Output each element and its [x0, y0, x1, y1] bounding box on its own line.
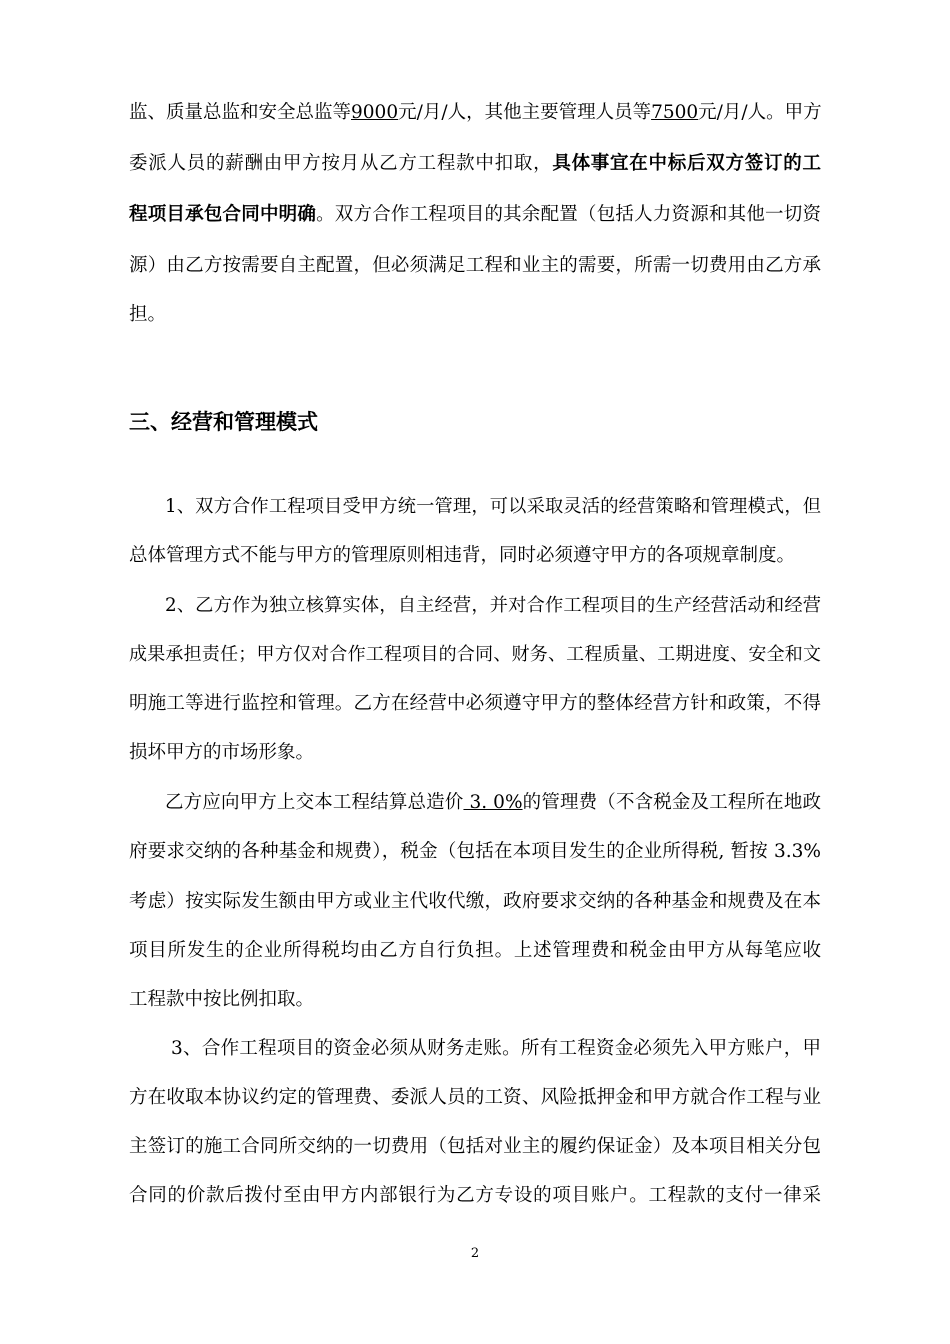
- text-line: 担。: [129, 304, 167, 325]
- text-line: 主签订的施工合同所交纳的一切费用（包括对业主的履约保证金）及本项目相关分包: [129, 1136, 821, 1157]
- text-line: 1、双方合作工程项目受甲方统一管理，可以采取灵活的经营策略和管理模式，但: [165, 496, 821, 517]
- text-line: 项目所发生的企业所得税均由乙方自行负担。上述管理费和税金由甲方从每笔应收: [129, 940, 821, 961]
- text-line: 方在收取本协议约定的管理费、委派人员的工资、风险抵押金和甲方就合作工程与业: [129, 1087, 821, 1108]
- underlined-amount: 7500: [651, 102, 699, 123]
- underlined-rate: 3. 0%: [463, 792, 523, 813]
- text-line: 3、合作工程项目的资金必须从财务走账。所有工程资金必须先入甲方账户，甲: [171, 1038, 821, 1059]
- text-line: 损坏甲方的市场形象。: [129, 742, 315, 763]
- page-number: 2: [470, 1246, 480, 1261]
- bold-text: 程项目承包合同中明确: [129, 204, 317, 225]
- text-line: 考虑）按实际发生额由甲方或业主代收代缴，政府要求交纳的各种基金和规费及在本: [129, 891, 821, 912]
- text-line: 府要求交纳的各种基金和规费），税金（包括在本项目发生的企业所得税, 暂按 3.3%: [129, 841, 821, 862]
- text-line: 程项目承包合同中明确。双方合作工程项目的其余配置（包括人力资源和其他一切资: [129, 204, 821, 225]
- text-line: 委派人员的薪酬由甲方按月从乙方工程款中扣取，具体事宜在中标后双方签订的工: [129, 153, 821, 174]
- underlined-amount: 9000: [351, 102, 399, 123]
- text-line: 工程款中按比例扣取。: [129, 989, 315, 1010]
- text-line: 监、质量总监和安全总监等9000元/月/人，其他主要管理人员等7500元/月/人。甲方: [129, 102, 822, 123]
- text-line: 合同的价款后拨付至由甲方内部银行为乙方专设的项目账户。工程款的支付一律采: [129, 1185, 821, 1206]
- text-line: 2、乙方作为独立核算实体，自主经营，并对合作工程项目的生产经营活动和经营: [165, 595, 821, 616]
- text-line: 源）由乙方按需要自主配置，但必须满足工程和业主的需要，所需一切费用由乙方承: [129, 255, 821, 276]
- section-heading: 三、经营和管理模式: [129, 409, 318, 434]
- text-line: 乙方应向甲方上交本工程结算总造价 3. 0%的管理费（不含税金及工程所在地政: [165, 792, 821, 813]
- text-line: 成果承担责任；甲方仅对合作工程项目的合同、财务、工程质量、工期进度、安全和文: [129, 644, 821, 665]
- text-line: 明施工等进行监控和管理。乙方在经营中必须遵守甲方的整体经营方针和政策，不得: [129, 693, 821, 714]
- bold-text: 具体事宜在中标后双方签订的工: [552, 153, 821, 174]
- text-line: 总体管理方式不能与甲方的管理原则相违背，同时必须遵守甲方的各项规章制度。: [129, 545, 796, 566]
